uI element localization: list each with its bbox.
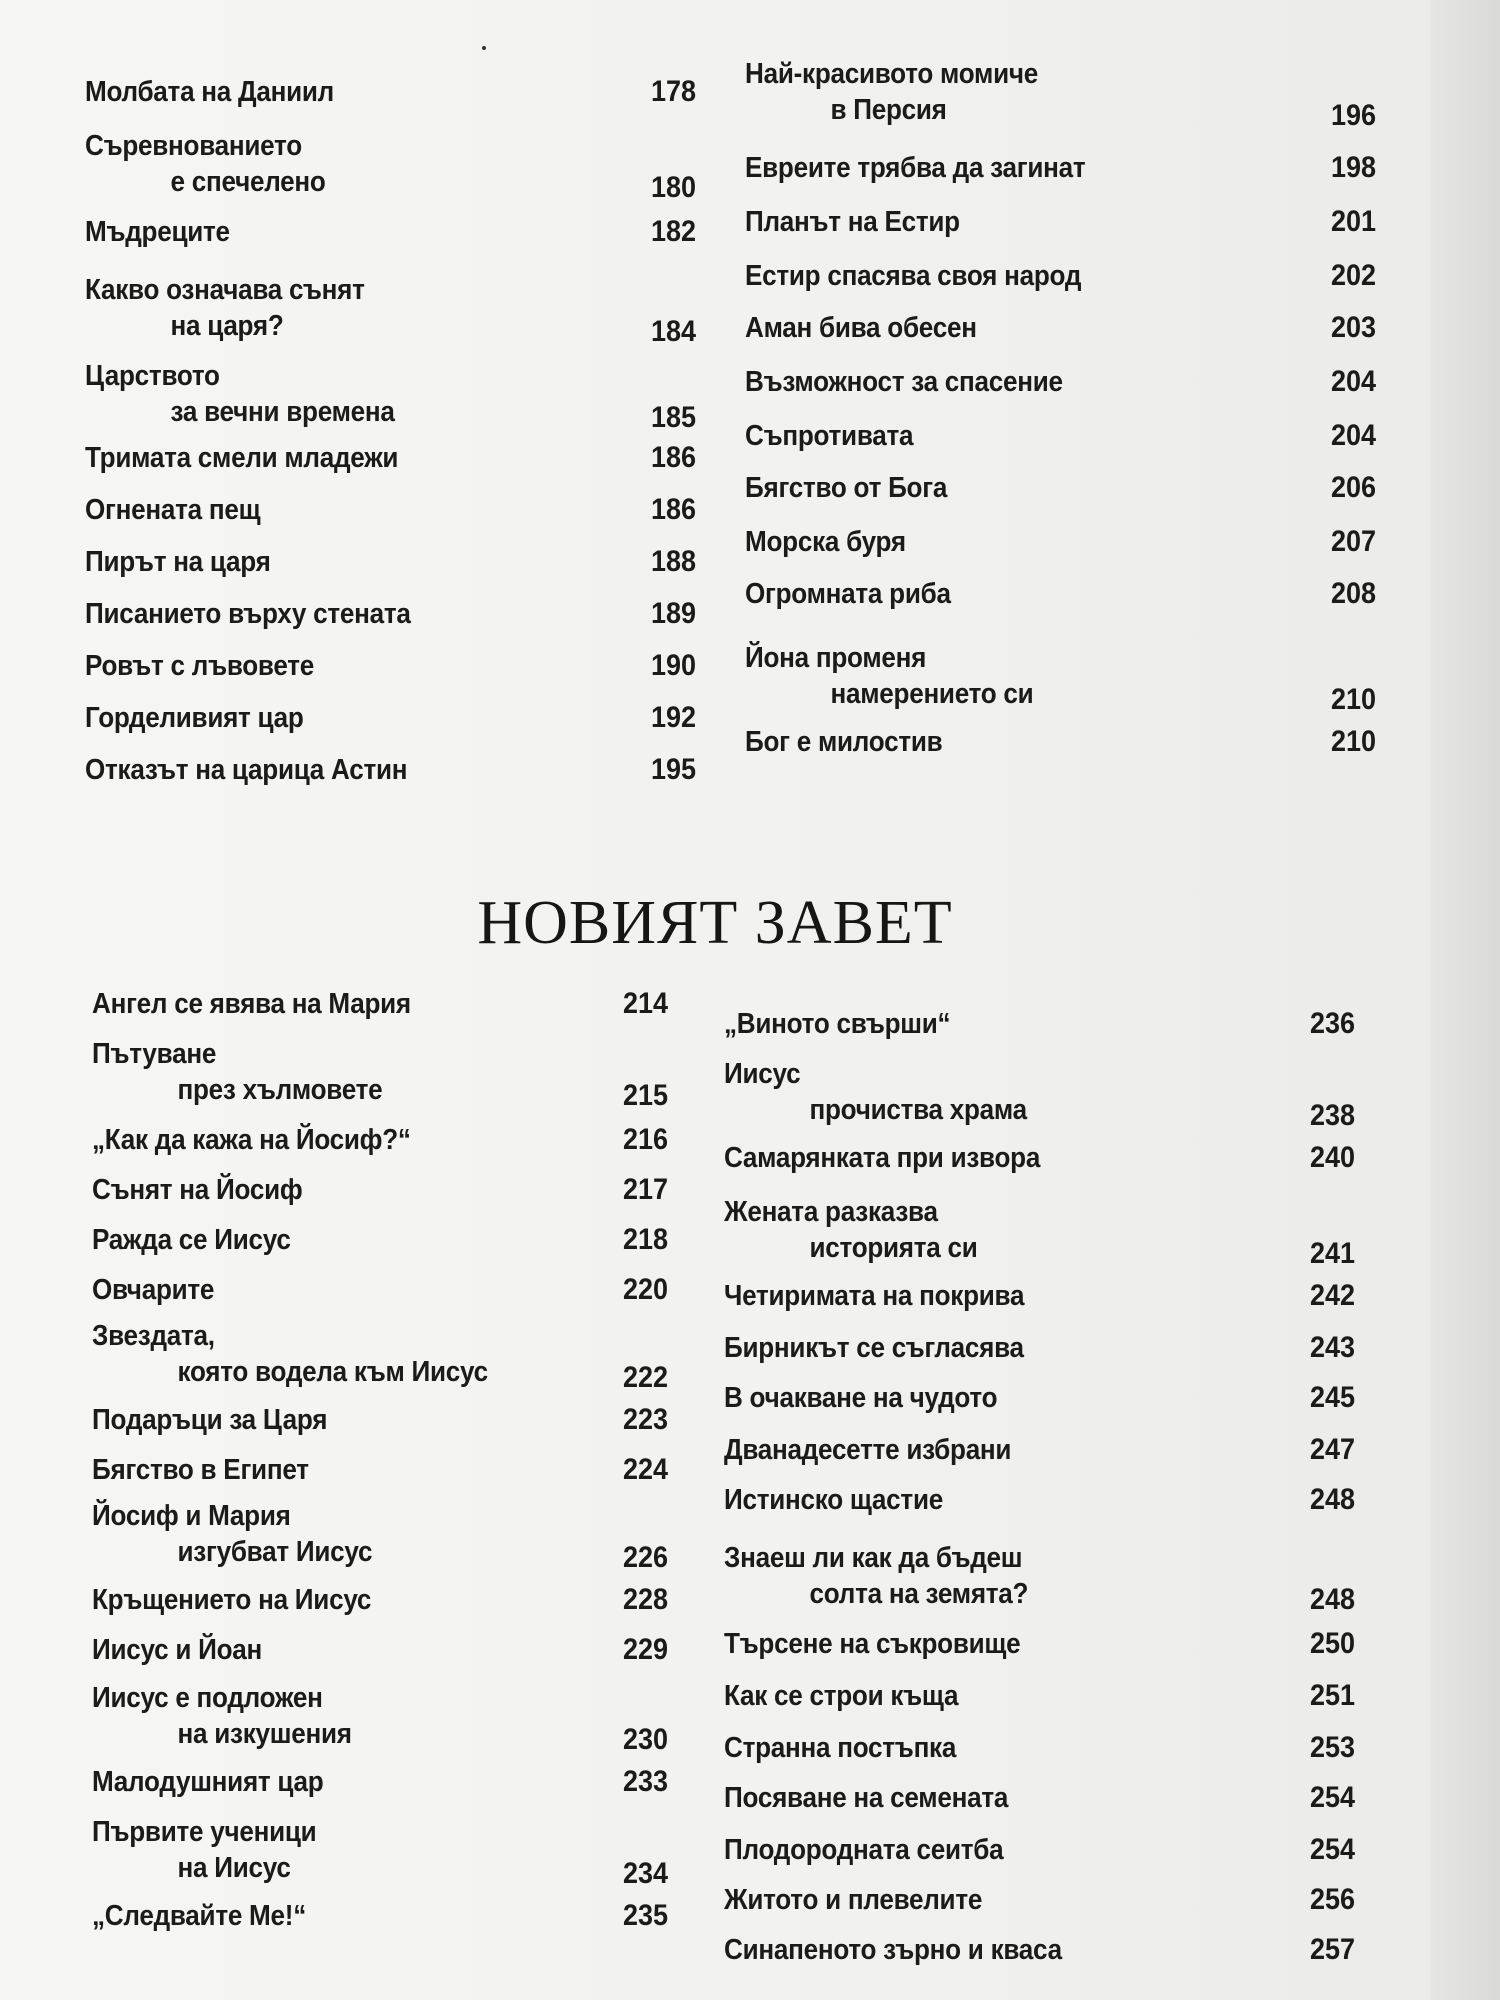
toc-entry-new-right — [724, 1006, 950, 1042]
toc-page-number: 216 — [622, 1123, 668, 1156]
toc-entry-title: Йона променя — [745, 642, 927, 674]
toc-entry-title: прочиства храма — [809, 1094, 1027, 1126]
toc-entry-title: Дванадесетте избрани — [724, 1434, 1012, 1466]
toc-page-number: 240 — [1309, 1141, 1355, 1174]
toc-page-number: 204 — [1330, 419, 1376, 452]
toc-entry-title: Плодородната сеитба — [724, 1834, 1004, 1866]
toc-page-number: 251 — [1309, 1679, 1355, 1712]
toc-entry-title: В очакване на чудото — [724, 1382, 998, 1414]
toc-entry-new-left — [92, 1402, 327, 1438]
toc-entry-new-right — [724, 1330, 1024, 1366]
toc-entry-new-left — [92, 986, 411, 1022]
toc-entry-new-right — [724, 1730, 956, 1766]
toc-entry-title: Посяване на семената — [724, 1782, 1009, 1814]
toc-entry-new-left — [92, 1272, 214, 1308]
toc-entry-new-right — [724, 1140, 1040, 1176]
toc-entry-title: „Как да кажа на Йосиф?“ — [92, 1124, 411, 1156]
toc-entry-old-right — [745, 258, 1081, 294]
toc-page-number: 245 — [1309, 1381, 1355, 1414]
toc-entry-new-right — [724, 1540, 1028, 1612]
toc-entry-title: Съревнованието — [85, 130, 302, 162]
toc-entry-title: Иисус и Йоан — [92, 1634, 263, 1666]
toc-page-number: 224 — [622, 1453, 668, 1486]
toc-page-number: 207 — [1330, 525, 1376, 558]
toc-entry-new-right — [724, 1932, 1062, 1968]
toc-entry-old-left — [85, 214, 230, 250]
toc-entry-new-right — [724, 1626, 1020, 1662]
toc-entry-title: за вечни времена — [170, 396, 395, 428]
toc-entry-title: намерението си — [830, 678, 1034, 710]
toc-page-number: 195 — [650, 753, 696, 786]
toc-entry-title: е спечелено — [170, 166, 326, 198]
toc-entry-old-right — [745, 310, 977, 346]
toc-entry-title: Естир спасява своя народ — [745, 260, 1082, 292]
toc-page-number: 236 — [1309, 1007, 1355, 1040]
toc-entry-title: изгубват Иисус — [177, 1536, 373, 1568]
toc-entry-title: Аман бива обесен — [745, 312, 977, 344]
toc-entry-title: историята си — [809, 1232, 978, 1264]
toc-entry-new-right — [724, 1482, 943, 1518]
toc-page-number: 257 — [1309, 1933, 1355, 1966]
toc-entry-title: Отказът на царица Астин — [85, 754, 408, 786]
toc-entry-old-left — [85, 440, 398, 476]
toc-entry-new-left — [92, 1632, 262, 1668]
toc-entry-old-left — [85, 544, 271, 580]
toc-page-number: 203 — [1330, 311, 1376, 344]
toc-entry-old-left — [85, 492, 260, 528]
toc-entry-old-left — [85, 358, 395, 430]
toc-page-number: 234 — [622, 1857, 668, 1890]
toc-page-number: 196 — [1330, 99, 1376, 132]
toc-entry-title: Странна постъпка — [724, 1732, 957, 1764]
toc-entry-title: Звездата, — [92, 1320, 215, 1352]
toc-page-number: 217 — [622, 1173, 668, 1206]
toc-entry-old-right — [745, 576, 951, 612]
toc-page-number: 192 — [650, 701, 696, 734]
toc-entry-title: Ангел се явява на Мария — [92, 988, 411, 1020]
toc-entry-title: Малодушният цар — [92, 1766, 324, 1798]
toc-entry-new-left — [92, 1680, 352, 1752]
toc-entry-title: Иисус — [724, 1058, 801, 1090]
toc-entry-new-left — [92, 1122, 411, 1158]
toc-entry-old-right — [745, 470, 947, 506]
toc-page-number: 215 — [622, 1079, 668, 1112]
toc-entry-title: Бягство в Египет — [92, 1454, 309, 1486]
toc-entry-title: Огнената пещ — [85, 494, 261, 526]
toc-page-number: 186 — [650, 493, 696, 526]
toc-entry-title: Писанието върху стената — [85, 598, 411, 630]
section-title-new-testament: НОВИЯТ ЗАВЕТ — [477, 889, 953, 957]
toc-entry-old-right — [745, 418, 913, 454]
toc-entry-title: Царството — [85, 360, 220, 392]
toc-page-number: 180 — [650, 171, 696, 204]
toc-entry-title: Съпротивата — [745, 420, 914, 452]
toc-entry-new-right — [724, 1432, 1011, 1468]
toc-entry-old-left — [85, 272, 365, 344]
toc-entry-new-right — [724, 1278, 1024, 1314]
toc-entry-title: Йосиф и Мария — [92, 1500, 291, 1532]
book-gutter — [1430, 0, 1500, 2000]
toc-page-number: 184 — [650, 315, 696, 348]
toc-entry-title: Ровът с лъвовете — [85, 650, 315, 682]
toc-page-number: 256 — [1309, 1883, 1355, 1916]
toc-entry-title: Самарянката при извора — [724, 1142, 1041, 1174]
toc-entry-new-left — [92, 1764, 323, 1800]
toc-page-number: 186 — [650, 441, 696, 474]
toc-entry-title: Знаеш ли как да бъдеш — [724, 1542, 1023, 1574]
toc-page-number: 204 — [1330, 365, 1376, 398]
toc-page-number: 210 — [1330, 683, 1376, 716]
toc-page-number: 241 — [1309, 1237, 1355, 1270]
toc-page-number: 198 — [1330, 151, 1376, 184]
toc-page-number: 248 — [1309, 1483, 1355, 1516]
toc-entry-title: „Виното свърши“ — [724, 1008, 951, 1040]
toc-entry-title: в Персия — [830, 94, 947, 126]
toc-entry-title: Търсене на съкровище — [724, 1628, 1021, 1660]
toc-page-number: 210 — [1330, 725, 1376, 758]
toc-entry-title: на изкушения — [177, 1718, 352, 1750]
toc-page-number: 208 — [1330, 577, 1376, 610]
toc-entry-new-left — [92, 1318, 488, 1390]
toc-page-number: 243 — [1309, 1331, 1355, 1364]
toc-entry-title: Огромната риба — [745, 578, 951, 610]
toc-entry-new-left — [92, 1898, 306, 1934]
toc-entry-title: Бог е милостив — [745, 726, 943, 758]
toc-page-number: 189 — [650, 597, 696, 630]
toc-entry-old-left — [85, 596, 411, 632]
toc-page-number: 222 — [622, 1361, 668, 1394]
toc-entry-title: Подаръци за Царя — [92, 1404, 328, 1436]
toc-entry-old-right — [745, 56, 1038, 128]
toc-entry-title: Първите ученици — [92, 1816, 317, 1848]
toc-entry-new-right — [724, 1194, 978, 1266]
toc-entry-old-right — [745, 150, 1085, 186]
toc-page-number: 230 — [622, 1723, 668, 1756]
toc-page-number: 250 — [1309, 1627, 1355, 1660]
toc-entry-new-right — [724, 1678, 958, 1714]
toc-entry-title: „Следвайте Ме!“ — [92, 1900, 306, 1932]
toc-entry-title: на Иисус — [177, 1852, 291, 1884]
toc-page-number: 238 — [1309, 1099, 1355, 1132]
toc-entry-new-left — [92, 1582, 371, 1618]
toc-page-number: 228 — [622, 1583, 668, 1616]
toc-entry-title: Жената разказва — [724, 1196, 938, 1228]
toc-entry-old-right — [745, 204, 960, 240]
toc-page-number: 182 — [650, 215, 696, 248]
toc-entry-title: Пътуване — [92, 1038, 217, 1070]
toc-entry-new-right — [724, 1780, 1008, 1816]
toc-entry-old-right — [745, 364, 1063, 400]
toc-entry-new-left — [92, 1498, 372, 1570]
toc-entry-old-left — [85, 700, 304, 736]
toc-entry-new-left — [92, 1222, 291, 1258]
toc-entry-old-left — [85, 128, 326, 200]
toc-entry-new-right — [724, 1882, 982, 1918]
toc-entry-title: Мъдреците — [85, 216, 230, 248]
toc-page-number: 206 — [1330, 471, 1376, 504]
toc-entry-title: солта на земята? — [809, 1578, 1029, 1610]
toc-page-number: 220 — [622, 1273, 668, 1306]
toc-entry-title: на царя? — [170, 310, 284, 342]
toc-entry-title: Истинско щастие — [724, 1484, 943, 1516]
toc-entry-new-right — [724, 1056, 1027, 1128]
toc-page-number: 190 — [650, 649, 696, 682]
toc-entry-old-left — [85, 74, 334, 110]
toc-entry-old-right — [745, 640, 1033, 712]
toc-entry-title: Овчарите — [92, 1274, 215, 1306]
toc-entry-new-left — [92, 1172, 302, 1208]
toc-entry-old-left — [85, 648, 314, 684]
toc-page-number: 229 — [622, 1633, 668, 1666]
toc-entry-title: Молбата на Даниил — [85, 76, 334, 108]
toc-page-number: 248 — [1309, 1583, 1355, 1616]
toc-entry-title: Как се строи къща — [724, 1680, 959, 1712]
toc-entry-title: Сънят на Йосиф — [92, 1174, 303, 1206]
toc-entry-title: Какво означава сънят — [85, 274, 365, 306]
toc-page-number: 253 — [1309, 1731, 1355, 1764]
toc-page-number: 226 — [622, 1541, 668, 1574]
toc-entry-title: Иисус е подложен — [92, 1682, 323, 1714]
toc-page-number: 188 — [650, 545, 696, 578]
toc-entry-title: Морска буря — [745, 526, 906, 558]
toc-entry-title: Житото и плевелите — [724, 1884, 983, 1916]
toc-entry-title: Кръщението на Иисус — [92, 1584, 372, 1616]
toc-entry-new-left — [92, 1452, 309, 1488]
toc-entry-title: която водела към Иисус — [177, 1356, 488, 1388]
toc-entry-title: Пирът на царя — [85, 546, 271, 578]
toc-entry-title: Евреите трябва да загинат — [745, 152, 1086, 184]
toc-entry-old-left — [85, 752, 407, 788]
toc-page-number: 214 — [622, 987, 668, 1020]
toc-entry-new-right — [724, 1832, 1003, 1868]
print-mark — [482, 46, 486, 50]
toc-entry-new-right — [724, 1380, 997, 1416]
toc-entry-title: Синапеното зърно и кваса — [724, 1934, 1062, 1966]
toc-page-number: 185 — [650, 401, 696, 434]
toc-entry-title: Бягство от Бога — [745, 472, 948, 504]
toc-page-number: 254 — [1309, 1833, 1355, 1866]
toc-entry-title: Горделивият цар — [85, 702, 304, 734]
toc-page-number: 233 — [622, 1765, 668, 1798]
toc-entry-new-left — [92, 1036, 382, 1108]
toc-entry-title: Тримата смели младежи — [85, 442, 399, 474]
toc-page-number: 218 — [622, 1223, 668, 1256]
toc-entry-title: Четиримата на покрива — [724, 1280, 1025, 1312]
toc-page-number: 201 — [1330, 205, 1376, 238]
toc-entry-new-left — [92, 1814, 316, 1886]
toc-entry-old-right — [745, 724, 942, 760]
toc-page-number: 247 — [1309, 1433, 1355, 1466]
toc-page-number: 202 — [1330, 259, 1376, 292]
toc-entry-title: Най-красивото момиче — [745, 58, 1038, 90]
toc-page-number: 235 — [622, 1899, 668, 1932]
toc-entry-title: през хълмовете — [177, 1074, 383, 1106]
toc-entry-title: Възможност за спасение — [745, 366, 1063, 398]
toc-entry-old-right — [745, 524, 906, 560]
toc-entry-title: Ражда се Иисус — [92, 1224, 291, 1256]
toc-page-number: 223 — [622, 1403, 668, 1436]
toc-entry-title: Бирникът се съгласява — [724, 1332, 1024, 1364]
toc-entry-title: Планът на Естир — [745, 206, 960, 238]
toc-page-number: 254 — [1309, 1781, 1355, 1814]
toc-page-number: 178 — [650, 75, 696, 108]
toc-page-number: 242 — [1309, 1279, 1355, 1312]
